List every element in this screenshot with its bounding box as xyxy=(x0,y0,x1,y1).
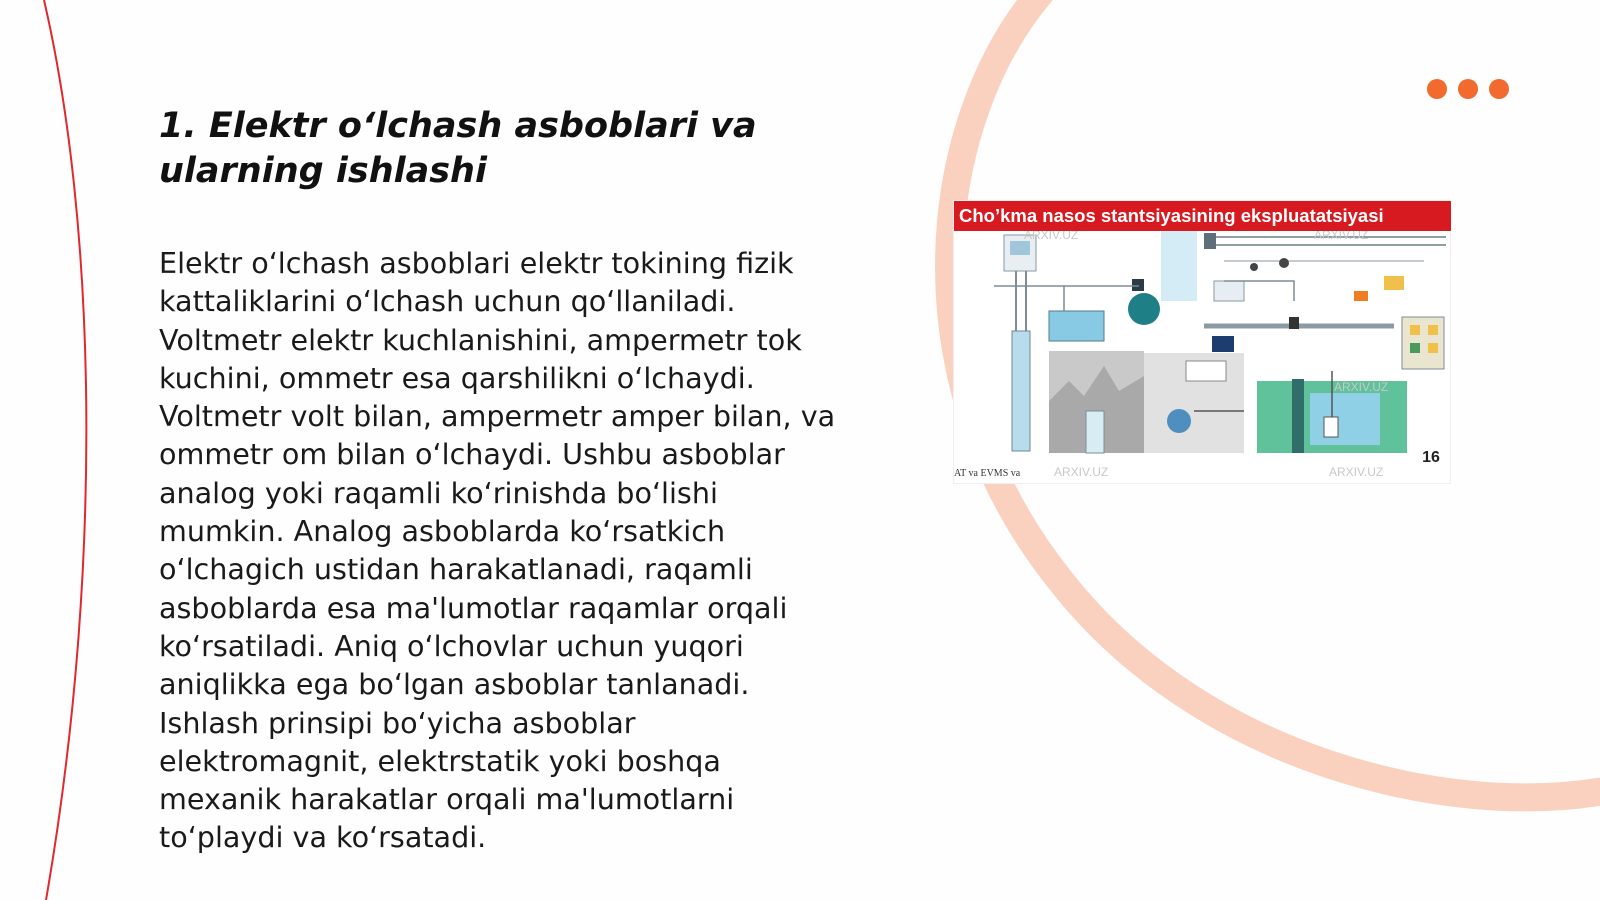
pump-station-diagram xyxy=(954,231,1450,483)
slide-body-text: Elektr o‘lchash asboblari elektr tokining fizik kattaliklarini o‘lchash uchun qo‘llaniladi. Voltmetr elektr kuchlanishini, ampermetr tok kuchini, ommetr esa qarshilikni o‘lchaydi. Voltmetr volt bilan, ampermetr amper bilan, va ommetr om bilan o‘lchaydi. Ushbu asboblar analog yoki raqamli ko‘rinishda bo‘lishi mumkin. Analog asboblarda ko‘rsatkich o‘lchagich ustidan harakatlanadi, raqamli asboblarda esa ma'lumotlar raqamlar orqali ko‘rsatiladi. Aniq o‘lchovlar uchun yuqori aniqlikka ega bo‘lgan asboblar tanlanadi. Ishlash prinsipi bo‘yicha asboblar elektromagnit, elektrstatik yoki boshqa mexanik harakatlar orqali ma'lumotlarni to‘playdi va ko‘rsatadi. xyxy=(159,246,836,855)
figure-watermark: ARXIV.UZ xyxy=(1334,380,1389,394)
figure-banner: Cho’kma nasos stantsiyasining ekspluatatsiyasi xyxy=(954,201,1451,231)
left-red-curve xyxy=(44,0,86,900)
slide-figure xyxy=(954,201,1450,483)
orange-dot-icon xyxy=(1427,79,1447,99)
decorative-dots xyxy=(1427,79,1509,99)
figure-watermark: ARXIV.UZ xyxy=(1329,465,1384,479)
figure-caption: AT va EVMS va xyxy=(954,468,1023,479)
slide-title: 1. Elektr o‘lchash asboblari va ularning ishlashi xyxy=(159,106,757,191)
figure-page-number: 16 xyxy=(1417,447,1445,469)
figure-watermark: ARXIV.UZ xyxy=(1314,231,1369,242)
orange-dot-icon xyxy=(1489,79,1509,99)
orange-dot-icon xyxy=(1458,79,1478,99)
figure-watermark: ARXIV.UZ xyxy=(1054,465,1109,479)
figure-watermark: ARXIV.UZ xyxy=(1024,231,1079,242)
